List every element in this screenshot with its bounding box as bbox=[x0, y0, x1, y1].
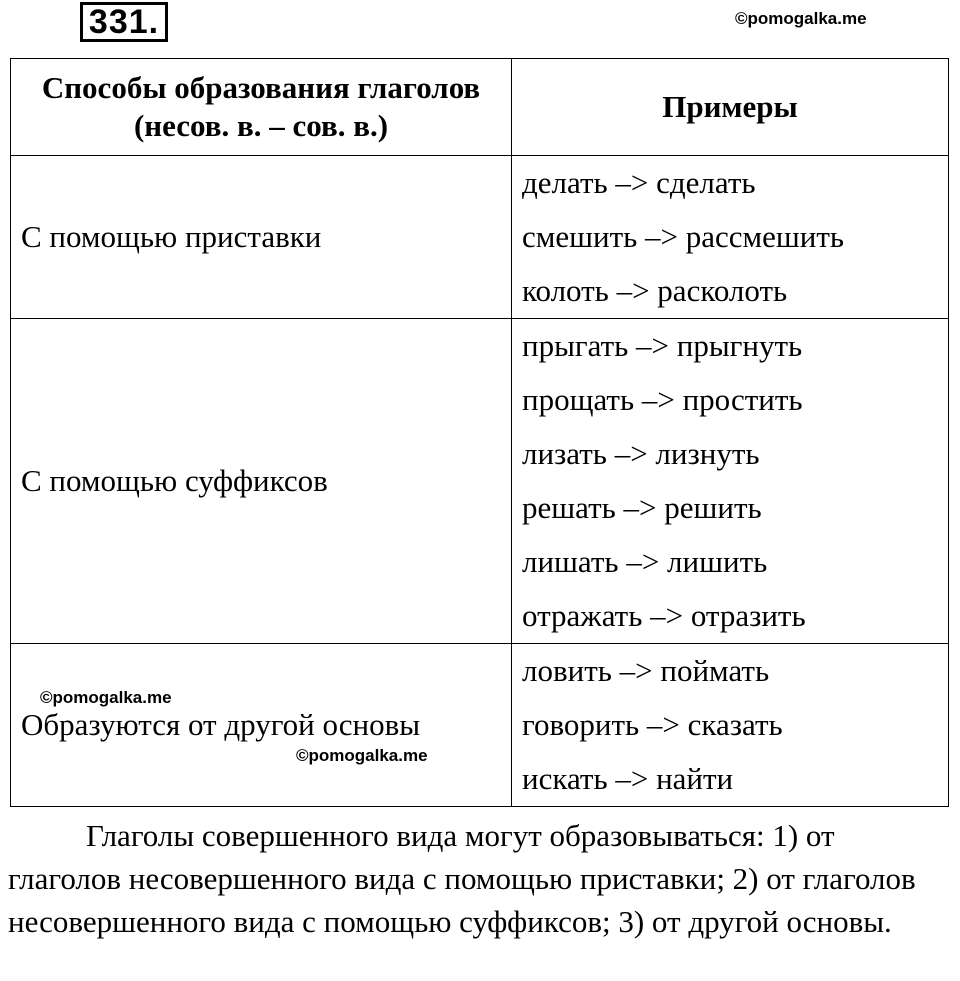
method-cell: С помощью суффиксов bbox=[11, 319, 512, 644]
table-header-row bbox=[11, 59, 949, 156]
watermark-top: ©pomogalka.me bbox=[735, 9, 867, 28]
conclusion-paragraph: Глаголы совершенного вида могут образовываться: 1) от глаголов несовершенного вида с помощью приставки; 2) от глаголов несовершенного вида с помощью суффиксов; 3) от другой основы. bbox=[8, 818, 916, 939]
watermark-lower: ©pomogalka.me bbox=[296, 746, 428, 765]
table-row bbox=[11, 319, 949, 644]
table-row bbox=[11, 644, 949, 807]
example-item: прыгать –> прыгнуть bbox=[522, 328, 803, 363]
header-examples: Примеры bbox=[512, 59, 949, 156]
examples-cell bbox=[512, 156, 949, 319]
method-cell: С помощью приставки bbox=[11, 156, 512, 319]
example-item: искать –> найти bbox=[522, 761, 734, 796]
task-number: 331. bbox=[80, 2, 168, 42]
table-row bbox=[11, 156, 949, 319]
method-cell: Образуются от другой основы bbox=[11, 644, 512, 807]
example-item: лизать –> лизнуть bbox=[522, 436, 760, 471]
example-item: смешить –> рассмешить bbox=[522, 219, 845, 254]
example-item: лишать –> лишить bbox=[522, 544, 768, 579]
example-item: отражать –> отразить bbox=[522, 598, 806, 633]
example-item: делать –> сделать bbox=[522, 165, 756, 200]
header-method: Способы образования глаголов (несов. в. – сов. в.) bbox=[11, 59, 512, 156]
example-item: колоть –> расколоть bbox=[522, 273, 788, 308]
example-item: решать –> решить bbox=[522, 490, 762, 525]
example-item: говорить –> сказать bbox=[522, 707, 783, 742]
example-item: прощать –> простить bbox=[522, 382, 803, 417]
watermark-middle: ©pomogalka.me bbox=[40, 688, 172, 707]
examples-cell bbox=[512, 319, 949, 644]
example-item: ловить –> поймать bbox=[522, 653, 770, 688]
examples-cell bbox=[512, 644, 949, 807]
